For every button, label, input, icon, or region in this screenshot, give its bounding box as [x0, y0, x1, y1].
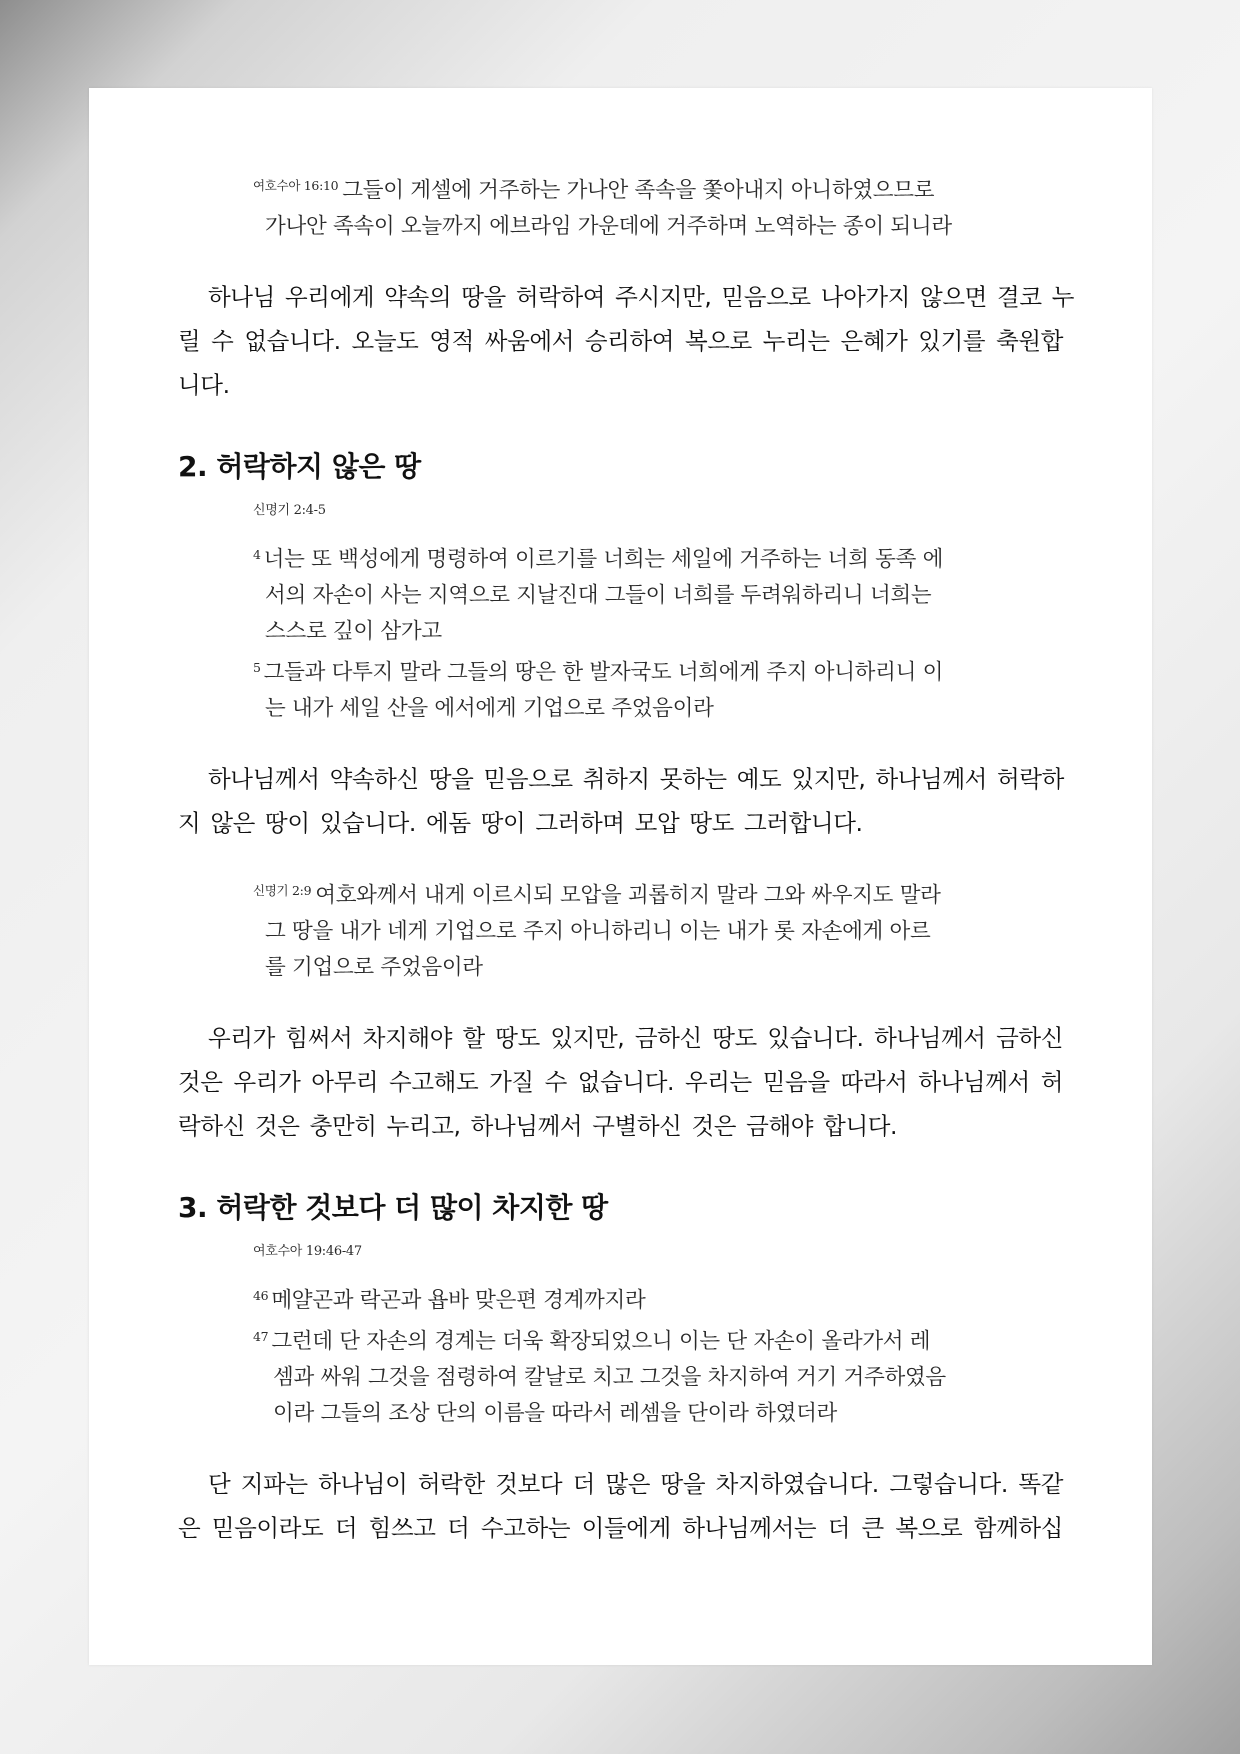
paragraph-line: 것은 우리가 아무리 수고해도 가질 수 없습니다. 우리는 믿음을 따라서 하나님께서 허 [178, 1068, 1063, 1096]
quote-text: 여호와께서 내게 이르시되 모압을 괴롭히지 말라 그와 싸우지도 말라 [315, 883, 941, 908]
scripture-reference: 여호수아 19:46-47 [253, 1244, 362, 1259]
quote-line [253, 537, 1058, 578]
quote-text: 그런데 단 자손의 경계는 더욱 확장되었으니 이는 단 자손이 올라가서 레 [271, 1329, 931, 1354]
document-page [89, 88, 1152, 1665]
body-paragraph [178, 275, 1075, 407]
quote-line [253, 873, 1058, 914]
paragraph-line: 단 지파는 하나님이 허락한 것보다 더 많은 땅을 차지하였습니다. 그렇습니다. 똑같 [208, 1470, 1063, 1498]
quote-line: 는 내가 세일 산을 에서에게 기업으로 주었음이라 [265, 696, 714, 721]
paragraph-line: 하나님 우리에게 약속의 땅을 허락하여 주시지만, 믿음으로 나아가지 않으면 결코 누 [208, 283, 1075, 311]
page-content [178, 168, 1075, 1550]
paragraph-line: 릴 수 없습니다. 오늘도 영적 싸움에서 승리하여 복으로 누리는 은혜가 있기를 축원합 [178, 327, 1063, 355]
quote-line: 가나안 족속이 오늘까지 에브라임 가운데에 거주하며 노역하는 종이 되니라 [265, 214, 952, 239]
paragraph-line: 은 믿음이라도 더 힘쓰고 더 수고하는 이들에게 하나님께서는 더 큰 복으로 함께하십 [178, 1514, 1063, 1542]
quote-line: 이라 그들의 조상 단의 이름을 따라서 레셈을 단이라 하였더라 [273, 1401, 838, 1426]
quote-text: 그들과 다투지 말라 그들의 땅은 한 발자국도 너희에게 주지 아니하리니 이 [263, 660, 944, 685]
quote-line: 를 기업으로 주었음이라 [265, 955, 483, 980]
scripture-reference: 여호수아 16:10 [253, 178, 339, 193]
verse-number: 4 [253, 547, 261, 562]
verse-number: 5 [253, 660, 261, 675]
quote-line [253, 1278, 1058, 1319]
body-paragraph [178, 757, 1063, 845]
paragraph-line: 락하신 것은 충만히 누리고, 하나님께서 구별하신 것은 금해야 합니다. [178, 1112, 898, 1140]
scripture-reference: 신명기 2:9 [253, 883, 312, 898]
quote-line: 셈과 싸워 그것을 점령하여 칼날로 치고 그것을 차지하여 거기 거주하였음 [273, 1365, 946, 1390]
quote-text: 너는 또 백성에게 명령하여 이르기를 너희는 세일에 거주하는 너희 동족 에 [263, 547, 944, 572]
verse-number: 46 [253, 1288, 269, 1303]
body-paragraph [178, 1016, 1063, 1148]
quote-line [253, 1319, 1058, 1360]
quote-text: 그들이 게셀에 거주하는 가나안 족속을 쫓아내지 아니하였으므로 [342, 178, 935, 203]
paragraph-line: 니다. [178, 371, 230, 399]
quote-line: 그 땅을 내가 네게 기업으로 주지 아니하리니 이는 내가 롯 자손에게 아르 [265, 919, 931, 944]
section-heading: 2. 허락하지 않은 땅 [178, 450, 421, 483]
scripture-quote [253, 873, 1058, 986]
paragraph-line: 지 않은 땅이 있습니다. 에돔 땅이 그러하며 모압 땅도 그러합니다. [178, 809, 863, 837]
scripture-quote [253, 1242, 1058, 1432]
verse-number: 47 [253, 1329, 269, 1344]
scripture-quote [253, 168, 1058, 245]
quote-text: 메얄곤과 락곤과 욥바 맞은편 경계까지라 [271, 1288, 646, 1313]
quote-line [253, 650, 1058, 691]
quote-line: 서의 자손이 사는 지역으로 지날진대 그들이 너희를 두려워하리니 너희는 [265, 583, 932, 608]
paragraph-line: 우리가 힘써서 차지해야 할 땅도 있지만, 금하신 땅도 있습니다. 하나님께서 금하신 [208, 1024, 1063, 1052]
paragraph-line: 하나님께서 약속하신 땅을 믿음으로 취하지 못하는 예도 있지만, 하나님께서 허락하 [208, 765, 1064, 793]
section-heading: 3. 허락한 것보다 더 많이 차지한 땅 [178, 1191, 608, 1224]
quote-line [253, 168, 1058, 209]
scripture-reference: 신명기 2:4-5 [253, 503, 326, 518]
quote-line: 스스로 깊이 삼가고 [265, 619, 442, 644]
scripture-quote [253, 501, 1058, 727]
body-paragraph [178, 1462, 1063, 1550]
